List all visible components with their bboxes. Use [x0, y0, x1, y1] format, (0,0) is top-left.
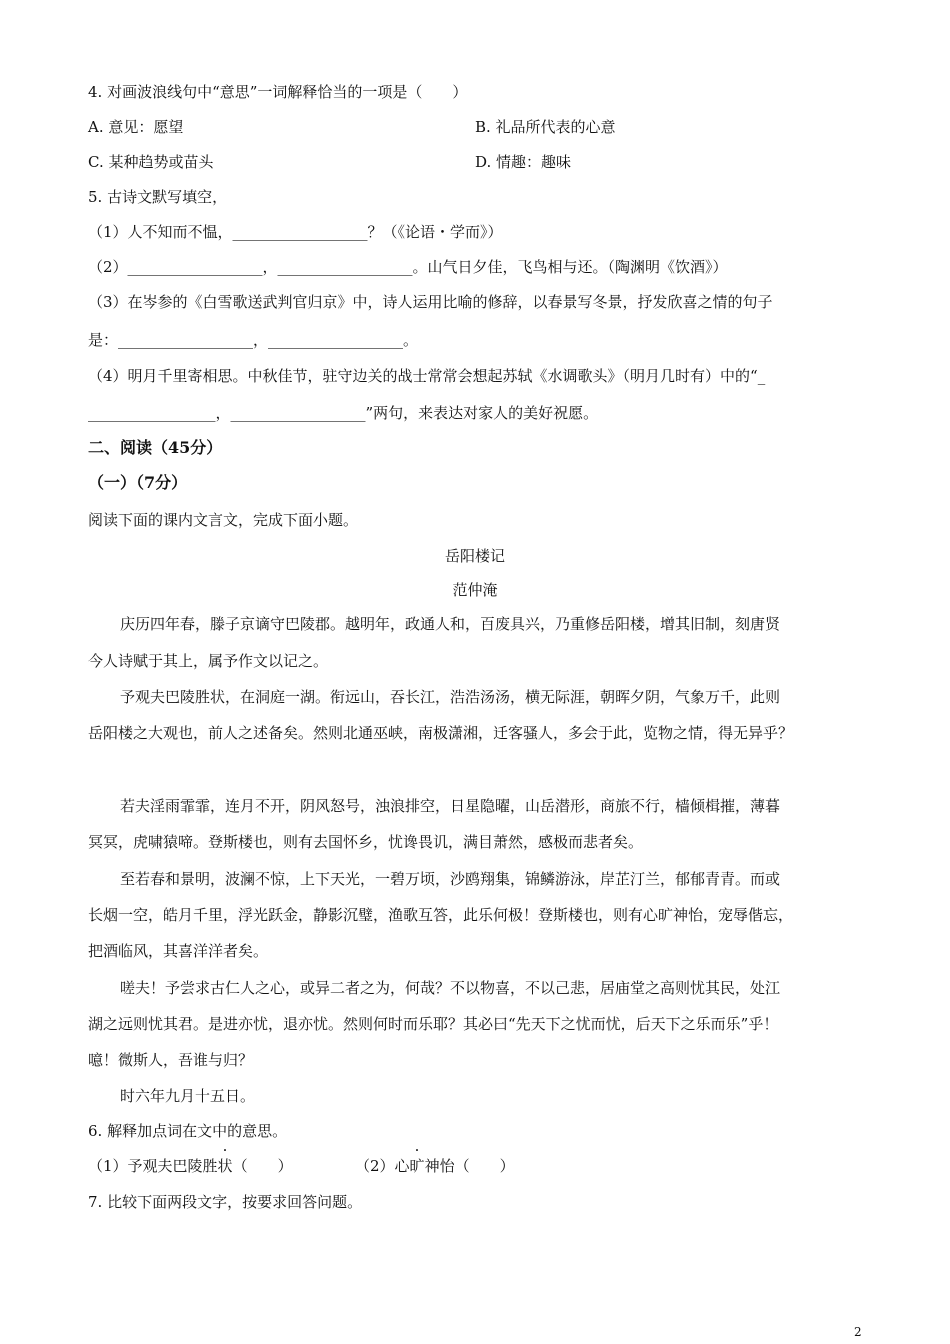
q7-stem: 7. 比较下面两段文字，按要求回答问题。	[88, 1193, 363, 1211]
passage-p2-line1: 予观夫巴陵胜状，在洞庭一湖。衔远山，吞长江，浩浩汤汤，横无际涯，朝晖夕阴，气象万千，此则	[120, 688, 781, 706]
q5-item-4-line1: （4）明月千里寄相思。中秋佳节，驻守边关的战士常常会想起苏轼《水调歌头》（明月几时有）中的“_	[88, 367, 766, 385]
q6-item-1	[88, 1156, 293, 1176]
q4-stem: 4. 对画波浪线句中“意思”一词解释恰当的一项是（ ）	[88, 83, 468, 101]
q5-item-1: （1）人不知而不愠，__________________？（《论语・学而》）	[88, 223, 503, 241]
q4-option-b: B. 礼品所代表的心意	[475, 118, 616, 136]
q5-item-2: （2）__________________，__________________。山气日夕佳，飞鸟相与还。（陶渊明《饮酒》）	[88, 258, 728, 276]
page-number: 2	[854, 1325, 862, 1339]
q6-stem: 6. 解释加点词在文中的意思。	[88, 1122, 288, 1140]
passage-p1-line2: 今人诗赋于其上，属予作文以记之。	[88, 652, 329, 670]
passage-p1-line1: 庆历四年春，滕子京谪守巴陵郡。越明年，政通人和，百废具兴，乃重修岳阳楼，增其旧制，刻唐贤	[120, 615, 781, 633]
passage-p4-line1: 至若春和景明，波澜不惊，上下天光，一碧万顷，沙鸥翔集，锦鳞游泳，岸芷汀兰，郁郁青青。而或	[120, 870, 781, 888]
q5-item-3-line1: （3）在岑参的《白雪歌送武判官归京》中，诗人运用比喻的修辞，以春景写冬景，抒发欣喜之情的句子	[88, 293, 773, 311]
passage-p4-line2: 长烟一空，皓月千里，浮光跃金，静影沉璧，渔歌互答，此乐何极！登斯楼也，则有心旷神怡，宠辱偕忘，	[88, 906, 794, 924]
q6-item-2-prefix: （2）心	[355, 1157, 410, 1175]
reading-instruction: 阅读下面的课内文言文，完成下面小题。	[88, 511, 359, 529]
section-heading: 二、阅读（45分）	[88, 438, 223, 457]
passage-p5-line3: 噫！微斯人，吾谁与归？	[88, 1051, 254, 1069]
passage-p2-line2: 岳阳楼之大观也，前人之述备矣。然则北通巫峡，南极潇湘，迁客骚人，多会于此，览物之情，得无异乎？	[88, 724, 794, 742]
passage-p3-line2: 冥冥，虎啸猿啼。登斯楼也，则有去国怀乡，忧谗畏讥，满目萧然，感极而悲者矣。	[88, 833, 644, 851]
q6-item-2-suffix: 神怡（ ）	[424, 1157, 515, 1175]
q4-option-a: A. 意见：愿望	[88, 118, 184, 136]
passage-date: 时六年九月十五日。	[120, 1087, 256, 1105]
q5-item-3-line2: 是：__________________，__________________。	[88, 331, 419, 349]
passage-title: 岳阳楼记	[444, 547, 505, 565]
passage-p5-line1: 嗟夫！予尝求古仁人之心，或异二者之为，何哉？不以物喜，不以己悲，居庙堂之高则忧其民，处江	[120, 979, 781, 997]
q6-item-2-dotted-word: 旷	[409, 1157, 425, 1175]
q4-option-d: D. 情趣：趣味	[475, 153, 572, 171]
passage-author: 范仲淹	[452, 581, 498, 599]
q6-item-1-prefix: （1）予观夫巴陵胜	[88, 1157, 218, 1175]
q4-option-c: C. 某种趋势或苗头	[88, 153, 214, 171]
passage-p5-line2: 湖之远则忧其君。是进亦忧，退亦忧。然则何时而乐耶？其必曰“先天下之忧而忧，后天下之乐而乐”乎！	[88, 1015, 779, 1033]
q6-item-1-dotted-word: 状	[217, 1157, 233, 1175]
sub-section-heading: （一）（7分）	[88, 473, 188, 492]
q5-item-4-line2: _________________，__________________”两句，来表达对家人的美好祝愿。	[88, 404, 599, 422]
q6-item-2	[355, 1156, 515, 1176]
q6-item-1-blank: （ ）	[232, 1157, 293, 1175]
passage-p3-line1: 若夫淫雨霏霏，连月不开，阴风怒号，浊浪排空，日星隐曜，山岳潜形，商旅不行，樯倾楫摧，薄暮	[120, 797, 781, 815]
q5-stem: 5. 古诗文默写填空，	[88, 188, 228, 206]
passage-p4-line3: 把酒临风，其喜洋洋者矣。	[88, 942, 269, 960]
